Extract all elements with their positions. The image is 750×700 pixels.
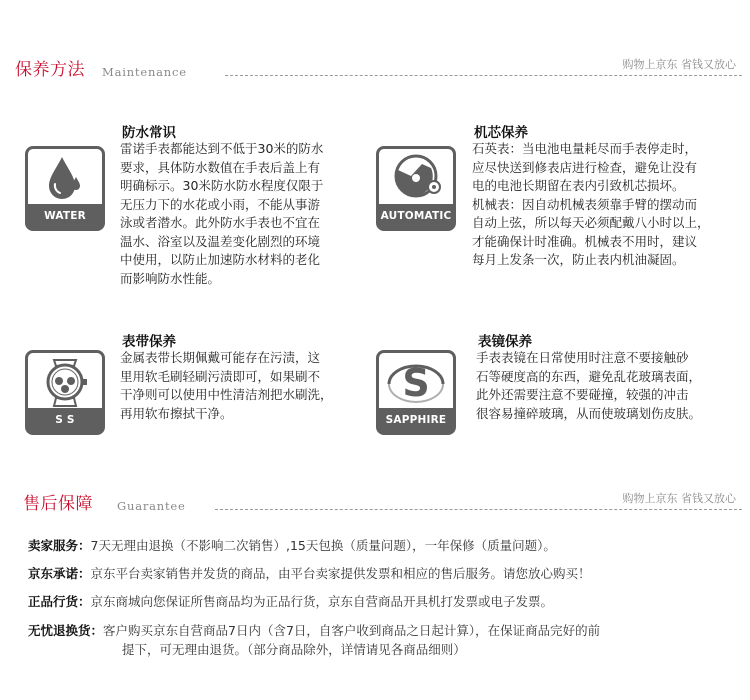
row-label: 正品行货： [28, 594, 91, 609]
section-title: 售后保障 [23, 494, 93, 514]
section-slogan: 购物上京东 省钱又放心 [619, 56, 737, 72]
section-title: 保养方法 [15, 60, 85, 80]
badge-label: SAPPHIRE [379, 408, 453, 432]
row-label: 京东承诺： [28, 566, 91, 581]
row-label: 卖家服务： [28, 538, 91, 553]
block-title: 表带保养 [122, 334, 176, 350]
block-body: 手表表镜在日常使用时注意不要接触砂 石等硬度高的东西，避免乱花玻璃表面， 此外还需要注意不要碰撞，较强的冲击 很容易撞碎玻璃，从而使玻璃划伤皮肤。 [476, 350, 702, 421]
guarantee-row-genuine [28, 592, 730, 611]
sapphire-badge [376, 350, 456, 435]
block-title: 防水常识 [122, 125, 176, 141]
water-drop-icon [35, 151, 95, 205]
row-text: 客户购买京东自营商品7日内（含7日，自客户收到商品之日起计算），在保证商品完好的前 [103, 623, 601, 638]
section-divider [215, 509, 742, 510]
badge-label: S S [28, 408, 102, 432]
section-divider [225, 75, 742, 76]
row-text-continued: 提下，可无理由退货。（部分商品除外，详情请见各商品细则） [122, 642, 466, 657]
guarantee-row-seller [28, 536, 730, 555]
row-label: 无忧退换货： [28, 623, 104, 638]
automatic-badge [376, 146, 456, 231]
stainless-steel-badge [25, 350, 105, 435]
section-subtitle: Guarantee [117, 499, 186, 513]
block-body: 金属表带长期佩戴可能存在污渍，这 里用软毛刷轻刷污渍即可，如果刷不 干净则可以使用中性清洁剂把水刷洗， 再用软布擦拭干净。 [120, 350, 333, 421]
block-title: 表镜保养 [478, 334, 532, 350]
automatic-rotor-icon [381, 150, 451, 206]
guarantee-row-jd-promise [28, 564, 730, 583]
row-text: 7天无理由退换（不影响二次销售）,15天包换（质量问题），一年保修（质量问题）。 [90, 538, 556, 553]
guarantee-row-return [28, 621, 730, 659]
block-title: 机芯保养 [474, 125, 528, 141]
badge-label: AUTOMATIC [379, 204, 453, 228]
section-subtitle: Maintenance [102, 65, 187, 79]
block-body: 雷诺手表都能达到不低于30米的防水 要求，具体防水数值在手表后盖上有 明确标示。30米防水防水程度仅限于 无压力下的水花或小雨，不能从事游 泳或者潜水。此外防水手表也不宜在 温水、浴室以及温差变化剧烈的环境 中使用，以防止加速防水材料的老化 而影响防水性能。 [120, 141, 324, 286]
guarantee-header [15, 486, 742, 516]
sapphire-s-icon [381, 354, 451, 410]
row-text: 京东平台卖家销售并发货的商品，由平台卖家提供发票和相应的售后服务。请您放心购买！ [90, 566, 591, 581]
badge-label: WATER PROOF [28, 204, 102, 228]
watch-chronograph-icon [30, 354, 100, 410]
block-body: 石英表：当电池电量耗尽而手表停走时， 应尽快送到修表店进行检查，避免让没有 电的电池长期留在表内引致机芯损坏。 机械表：因自动机械表须靠手臂的摆动而 自动上弦，所以每天必须配戴八小时以上， 才能确保计时准确。机械表不用时，建议 每月上发条一次，防止表内机油凝固。 [472, 141, 710, 267]
row-text: 京东商城向您保证所售商品均为正品行货，京东自营商品开具机打发票或电子发票。 [90, 594, 554, 609]
section-slogan: 购物上京东 省钱又放心 [619, 490, 737, 506]
water-proof-badge [25, 146, 105, 246]
svg-text:S: S [402, 361, 430, 405]
maintenance-header [15, 52, 742, 82]
